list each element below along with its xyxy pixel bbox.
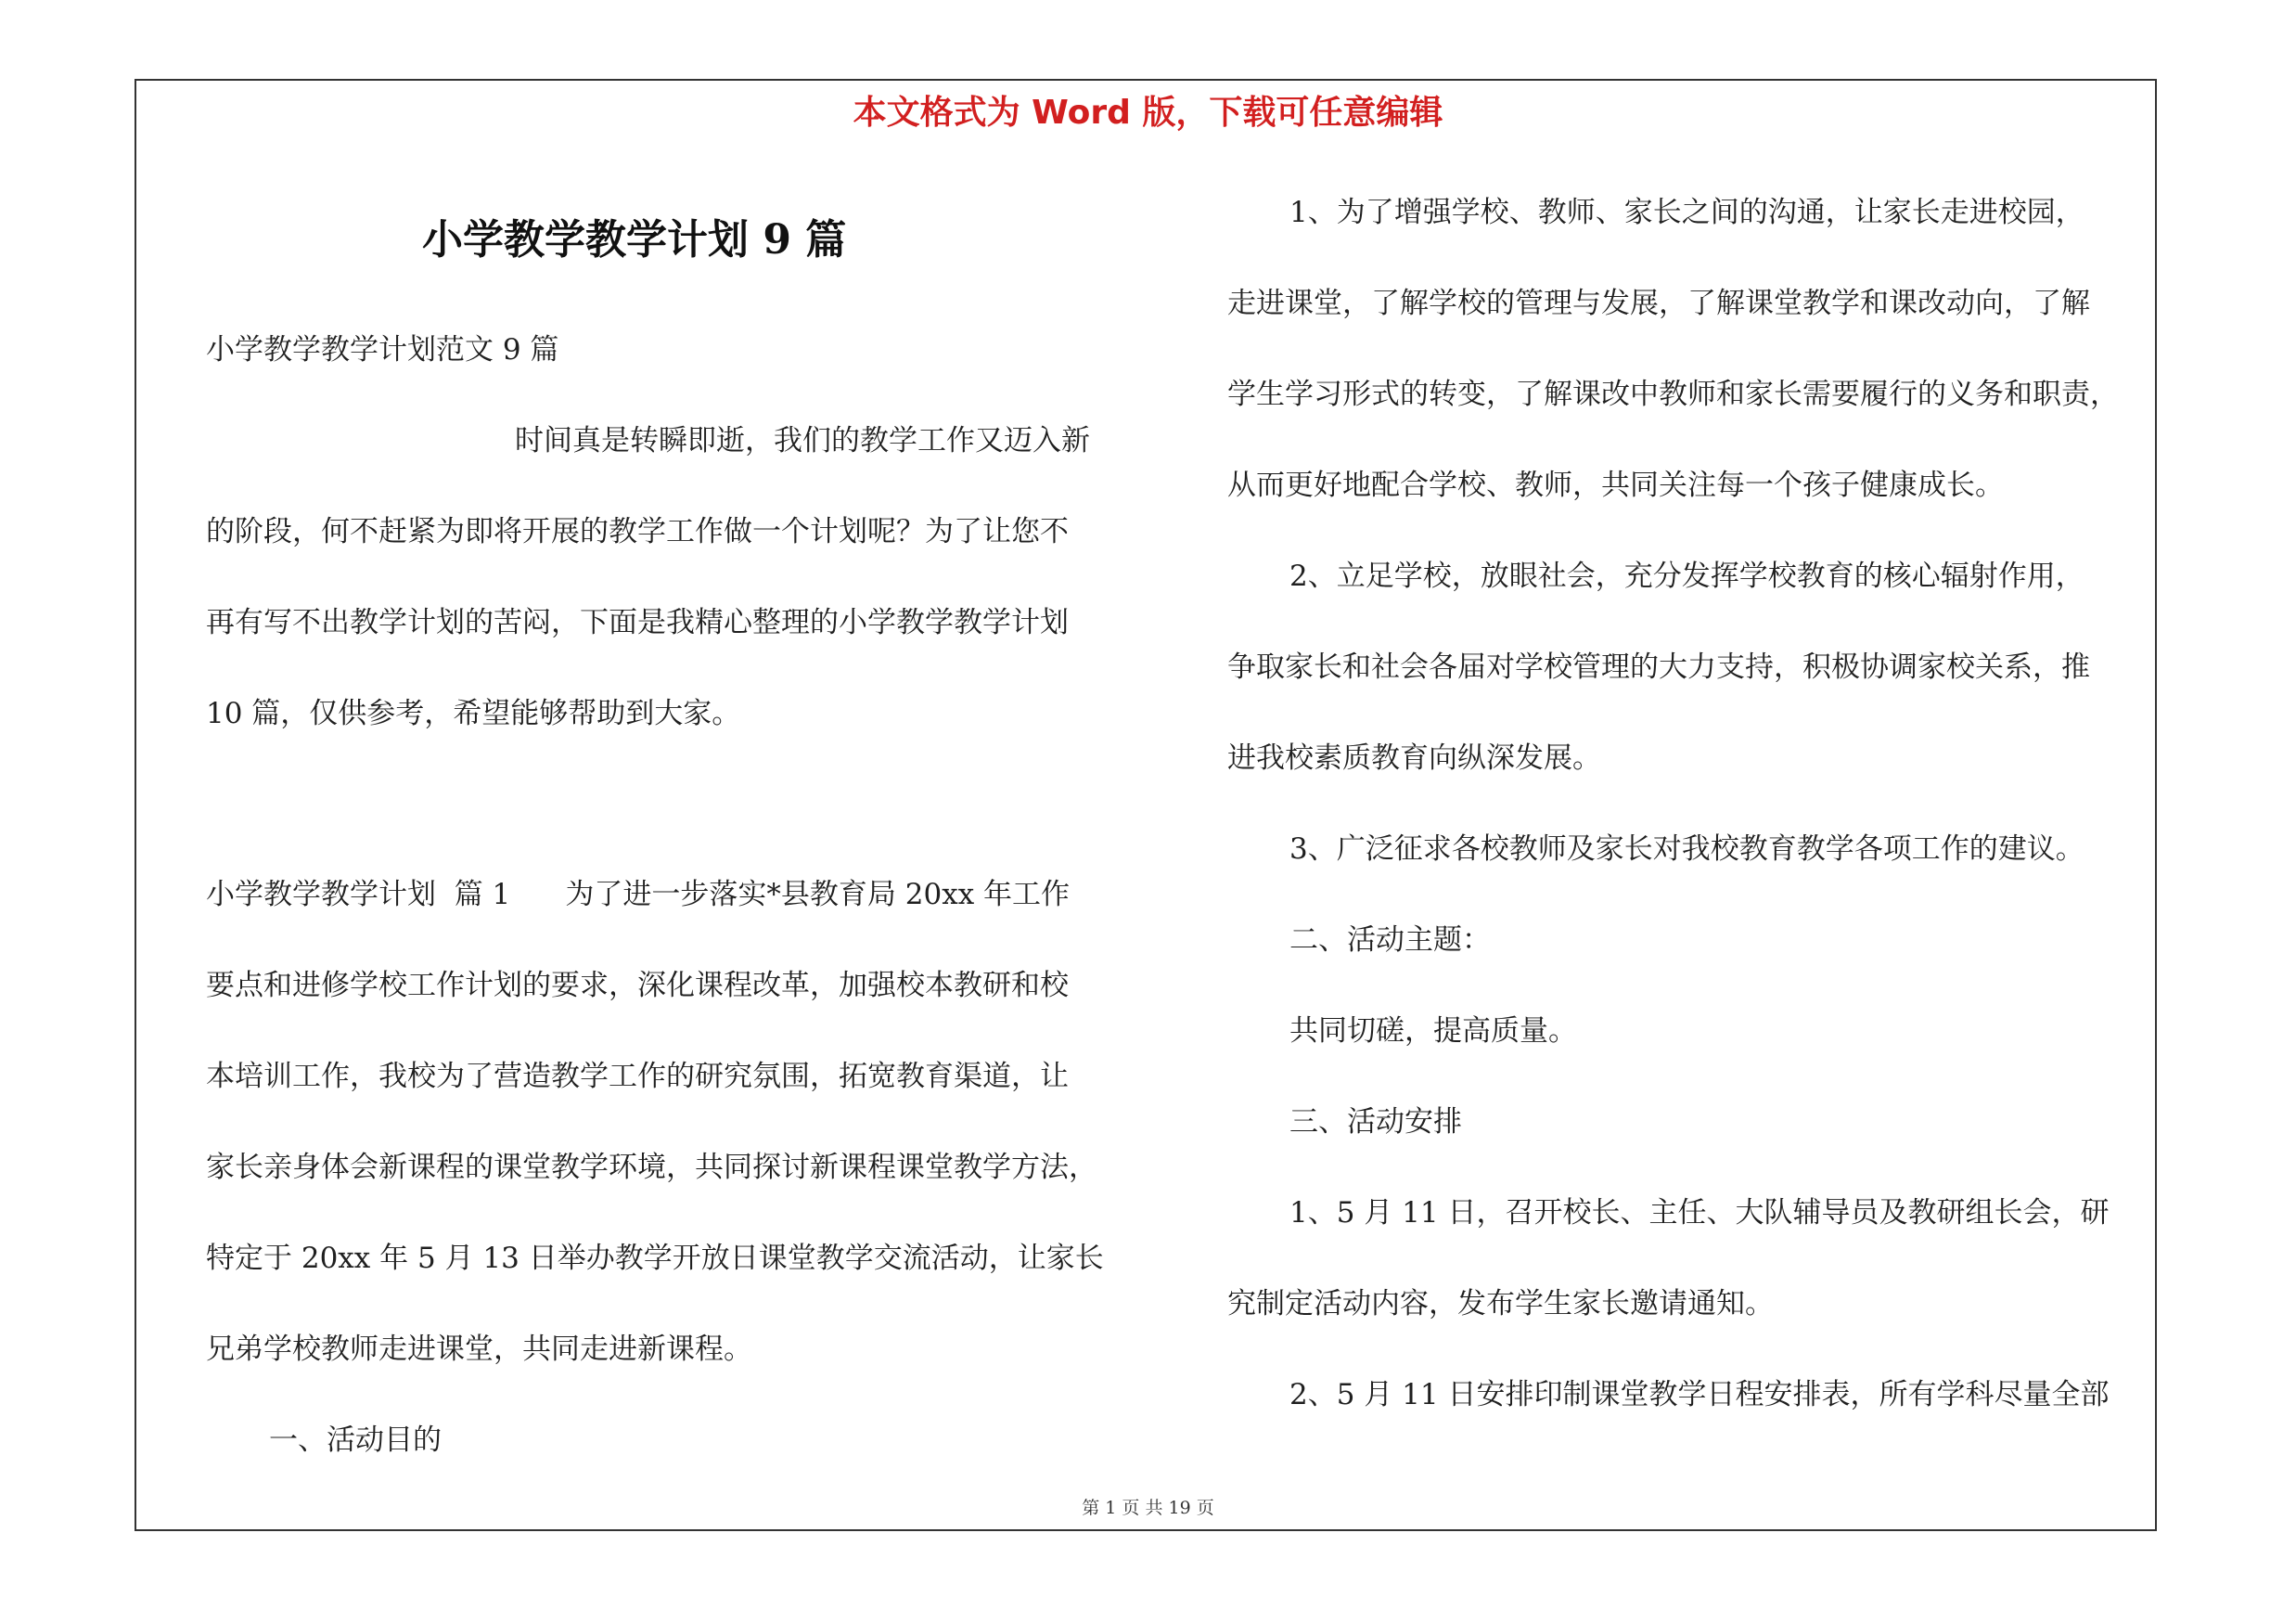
right-line-6: 进我校素质教育向纵深发展。 — [1227, 741, 1601, 775]
right-line-12: 究制定活动内容，发布学生家长邀请通知。 — [1227, 1287, 1774, 1320]
right-line-13: 2、5 月 11 日安排印制课堂教学日程安排表，所有学科尽量全部 — [1289, 1378, 2110, 1411]
right-line-0: 1、为了增强学校、教师、家长之间的沟通，让家长走进校园， — [1289, 196, 2084, 229]
left-line-3: 再有写不出教学计划的苦闷，下面是我精心整理的小学教学教学计划 — [206, 606, 1069, 639]
left-line-4: 10 篇，仅供参考，希望能够帮助到大家。 — [206, 697, 741, 730]
left-line-9: 特定于 20xx 年 5 月 13 日举办教学开放日课堂教学交流活动，让家长 — [206, 1242, 1104, 1275]
right-line-9: 共同切磋，提高质量。 — [1289, 1014, 1577, 1048]
left-line-5: 小学教学教学计划 篇 1 为了进一步落实*县教育局 20xx 年工作 — [206, 878, 1071, 911]
left-line-11: 一、活动目的 — [269, 1423, 442, 1457]
right-line-3: 从而更好地配合学校、教师，共同关注每一个孩子健康成长。 — [1227, 469, 2004, 502]
right-line-11: 1、5 月 11 日，召开校长、主任、大队辅导员及教研组长会，研 — [1289, 1196, 2110, 1230]
right-line-1: 走进课堂，了解学校的管理与发展，了解课堂教学和课改动向，了解 — [1227, 287, 2090, 320]
document-title: 小学教学教学计划 9 篇 — [422, 216, 847, 264]
page-number-footer: 第 1 页 共 19 页 — [1082, 1498, 1214, 1518]
left-line-6: 要点和进修学校工作计划的要求，深化课程改革，加强校本教研和校 — [206, 969, 1069, 1002]
format-banner: 本文格式为 Word 版，下载可任意编辑 — [853, 94, 1443, 132]
right-line-5: 争取家长和社会各届对学校管理的大力支持，积极协调家校关系，推 — [1227, 650, 2090, 684]
left-line-1: 时间真是转瞬即逝，我们的教学工作又迈入新 — [515, 424, 1090, 457]
right-line-10: 三、活动安排 — [1289, 1105, 1462, 1139]
left-line-2: 的阶段，何不赶紧为即将开展的教学工作做一个计划呢？为了让您不 — [206, 515, 1069, 548]
left-line-7: 本培训工作，我校为了营造教学工作的研究氛围，拓宽教育渠道，让 — [206, 1060, 1069, 1093]
right-line-2: 学生学习形式的转变，了解课改中教师和家长需要履行的义务和职责， — [1227, 378, 2119, 411]
right-line-7: 3、广泛征求各校教师及家长对我校教育教学各项工作的建议。 — [1289, 832, 2084, 866]
right-line-4: 2、立足学校，放眼社会，充分发挥学校教育的核心辐射作用， — [1289, 560, 2084, 593]
right-line-8: 二、活动主题： — [1289, 923, 1491, 957]
left-line-8: 家长亲身体会新课程的课堂教学环境，共同探讨新课程课堂教学方法， — [206, 1151, 1097, 1184]
left-line-0: 小学教学教学计划范文 9 篇 — [206, 333, 559, 367]
left-line-10: 兄弟学校教师走进课堂，共同走进新课程。 — [206, 1333, 752, 1366]
